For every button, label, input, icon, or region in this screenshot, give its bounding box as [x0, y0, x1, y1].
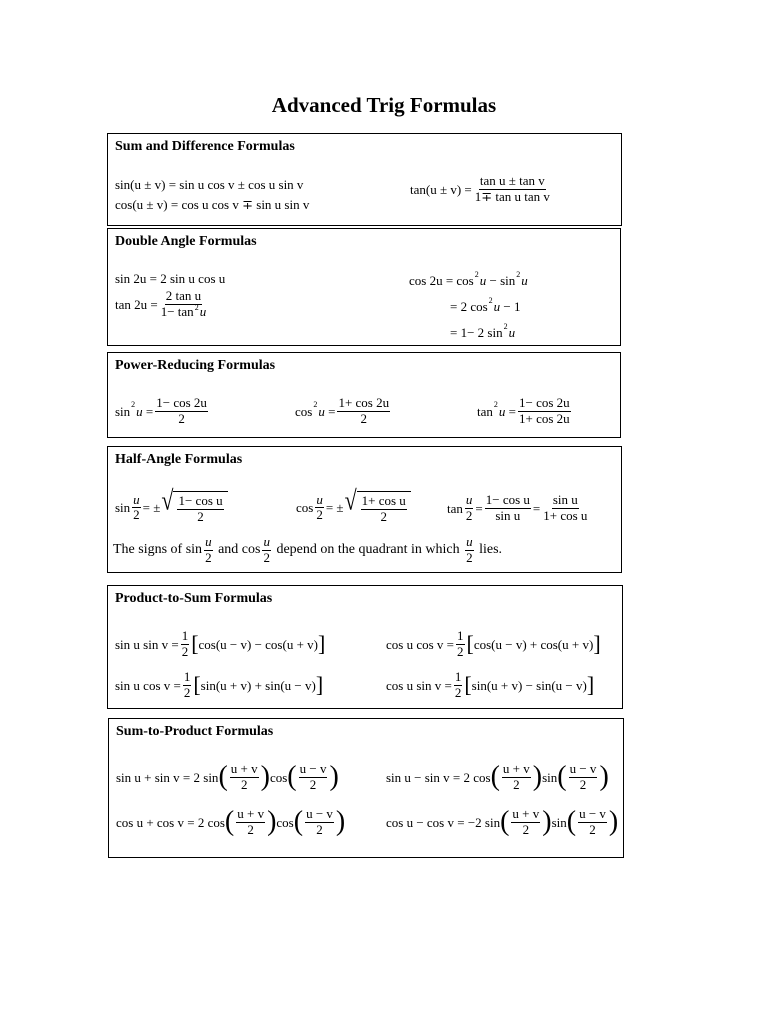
cos-sin-formula: cos u sin v = $\frac{1}{2}$ [ sin(u + v) − sin(u − v) ]: [386, 669, 595, 700]
section-heading: Half-Angle Formulas: [115, 452, 243, 467]
sin-minus-sin-formula: sin u − sin v = 2 cos ( $\frac{u + v}{2}$ ) sin ( $\frac{u - v}{2}$ ): [386, 761, 609, 793]
cos-minus-cos-formula: cos u − cos v = −2 sin ( $\frac{u + v}{2}$ ) sin ( $\frac{u - v}{2}$ ): [386, 806, 619, 838]
double-angle-box: [107, 228, 621, 346]
sqrt: √ $\frac{\text{1− cos u}}{2}$: [161, 491, 227, 525]
sin-double-formula: sin 2u = 2 sin u cos u: [115, 271, 226, 286]
tan-half-formula: tan $\frac{u}{2}$ = $\frac{\text{1− cos u}}{\text{sin u}}$ = $\frac{\text{sin u}}{\text{1+ cos u}}$: [447, 492, 588, 523]
sin-cos-formula: sin u cos v = $\frac{1}{2}$ [ sin(u + v) + sin(u − v) ]: [115, 669, 324, 700]
denominator: $1- \tan^2u$: [160, 302, 207, 319]
half-angle-note: The signs of sin $\frac{u}{2}$ and cos $\frac{u}{2}$ depend on the quadrant in which $\frac{u}{2}$ lies.: [113, 534, 503, 565]
fraction: $\frac{1+ \cos 2u}{2}$: [338, 395, 390, 426]
cos-double-formula-2: = 2 cos 2 u − 1: [450, 295, 521, 314]
section-heading: Power-Reducing Formulas: [115, 358, 276, 373]
tan-double-fraction: [160, 289, 207, 320]
cos-cos-formula: cos u cos v = $\frac{1}{2}$ [ cos(u − v) + cos(u + v) ]: [386, 628, 601, 659]
sqrt: √ $\frac{\text{1+ cos u}}{2}$: [345, 491, 411, 525]
half-angle-box: [107, 446, 622, 573]
sin-sum-formula: sin(u ± v) = sin u cos v ± cos u sin v: [115, 177, 304, 192]
tan-double-formula: [115, 289, 209, 320]
tan-sum-fraction: [474, 174, 551, 205]
tan-sum-lhs: tan(u ± v) =: [410, 181, 472, 197]
power-reducing-box: [107, 352, 621, 438]
section-heading: Sum and Difference Formulas: [115, 139, 295, 154]
sin-plus-sin-formula: sin u + sin v = 2 sin ( $\frac{u + v}{2}$ ) cos ( $\frac{u - v}{2}$ ): [116, 761, 339, 793]
fraction: $\frac{1- \cos 2u}{2}$: [156, 395, 207, 426]
sum-to-product-box: [108, 718, 624, 858]
numerator: tan u ± tan v: [479, 173, 545, 188]
sin-squared-formula: sin 2 u = $\frac{1- \cos 2u}{2}$: [115, 395, 207, 426]
cos-double-formula-1: cos 2u = cos 2 u − sin 2 u: [409, 269, 528, 288]
section-heading: Product-to-Sum Formulas: [115, 591, 273, 606]
sin-sin-formula: sin u sin v = $\frac{1}{2}$ [ cos(u − v) − cos(u + v) ]: [115, 628, 326, 659]
cos-sum-formula: cos(u ± v) = cos u cos v ∓ sin u sin v: [115, 197, 310, 212]
section-heading: Sum-to-Product Formulas: [116, 724, 274, 739]
sum-difference-box: [107, 133, 622, 226]
fraction: $\frac{1- \cos 2u}{1+ \cos 2u}$: [518, 395, 570, 426]
section-heading: Double Angle Formulas: [115, 234, 257, 249]
cos-half-formula: cos $\frac{u}{2}$ = ± √ $\frac{\text{1+ cos u}}{2}$: [296, 491, 411, 525]
cos-double-formula-3: = 1− 2 sin 2 u: [450, 321, 516, 340]
numerator: 2 tan u: [165, 288, 202, 303]
cos-squared-formula: cos 2 u = $\frac{1+ \cos 2u}{2}$: [295, 395, 390, 426]
tan-squared-formula: tan 2 u = $\frac{1- \cos 2u}{1+ \cos 2u}$: [477, 395, 570, 426]
denominator: 1∓ tan u tan v: [474, 188, 550, 204]
tan-double-lhs: tan 2u =: [115, 296, 158, 312]
tan-sum-formula: [410, 174, 553, 205]
cos-plus-cos-formula: cos u + cos v = 2 cos ( $\frac{u + v}{2}$ ) cos ( $\frac{u - v}{2}$ ): [116, 806, 346, 838]
page-title: Advanced Trig Formulas: [271, 93, 497, 117]
sin-half-formula: sin $\frac{u}{2}$ = ± √ $\frac{\text{1− cos u}}{2}$: [115, 491, 228, 525]
product-to-sum-box: [107, 585, 623, 709]
